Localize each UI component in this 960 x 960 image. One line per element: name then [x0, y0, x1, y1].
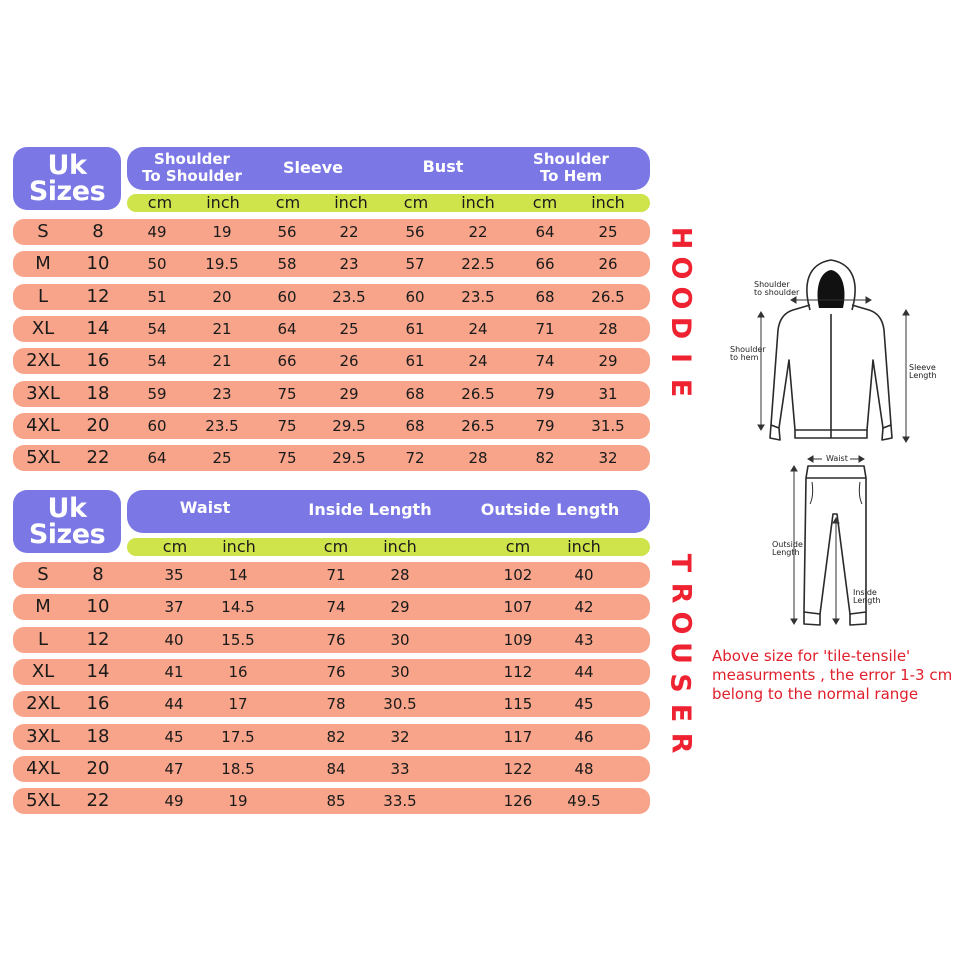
- header-outside-length: Outside Length: [480, 500, 620, 519]
- note-line: belong to the normal range: [712, 685, 919, 703]
- section-letter: T: [664, 553, 696, 573]
- measure-cell: 37: [164, 598, 184, 617]
- measure-cell: 25: [339, 319, 359, 338]
- unit-label: cm: [505, 537, 531, 556]
- measure-cell: 109: [503, 630, 533, 649]
- trouser-unit-bar: [127, 538, 650, 556]
- measure-cell: 82: [326, 727, 346, 746]
- label-shoulder-to-shoulder: Shoulder to shoulder: [754, 280, 800, 297]
- unit-label: cm: [162, 537, 188, 556]
- measure-cell: 22: [468, 223, 488, 241]
- header-bust: Bust: [422, 157, 464, 176]
- measure-cell: 42: [574, 598, 594, 617]
- section-letter: E: [664, 378, 696, 398]
- measure-cell: 14.5: [221, 598, 255, 617]
- measure-cell: 18.5: [221, 759, 255, 778]
- measure-cell: 60: [277, 287, 297, 306]
- measure-cell: 47: [164, 759, 184, 778]
- measure-cell: 71: [326, 566, 346, 584]
- uk-size: 8: [92, 564, 104, 585]
- measure-cell: 59: [147, 384, 167, 403]
- measure-cell: 29.5: [332, 449, 366, 468]
- uk-size: 14: [86, 317, 110, 339]
- measure-cell: 43: [574, 630, 594, 649]
- measure-cell: 107: [503, 598, 533, 617]
- uk-size: 16: [86, 350, 110, 372]
- table-row: [13, 594, 650, 620]
- table-row: [13, 724, 650, 750]
- size-badge-line-2: Sizes: [28, 518, 106, 550]
- size-label: 3XL: [26, 382, 60, 404]
- measure-cell: 46: [574, 727, 594, 746]
- measure-cell: 54: [147, 319, 167, 338]
- table-row: [13, 756, 650, 782]
- measure-cell: 40: [164, 630, 184, 649]
- size-label: L: [37, 628, 49, 650]
- uk-size: 8: [92, 221, 104, 242]
- measure-cell: 76: [326, 630, 346, 649]
- measure-cell: 17.5: [221, 727, 255, 746]
- header-shoulder-to-shoulder: Shoulder To Shoulder: [142, 150, 242, 185]
- table-row: [13, 219, 650, 245]
- size-badge-line-1: Uk: [47, 492, 87, 524]
- size-label: M: [35, 253, 51, 275]
- uk-size: 12: [86, 285, 110, 307]
- uk-size: 14: [86, 660, 110, 682]
- unit-label: cm: [532, 193, 558, 212]
- size-badge-line-1: Uk: [47, 149, 87, 181]
- measure-cell: 74: [326, 598, 346, 617]
- label-waist: Waist: [826, 454, 848, 463]
- measure-cell: 23.5: [461, 287, 495, 306]
- measure-cell: 74: [535, 352, 555, 371]
- measure-cell: 85: [326, 792, 346, 811]
- section-letter: S: [664, 673, 696, 693]
- measure-cell: 68: [535, 287, 555, 306]
- header-waist: Waist: [179, 498, 231, 517]
- measure-cell: 75: [277, 384, 297, 403]
- section-letter: E: [664, 703, 696, 723]
- table-row: [13, 348, 650, 374]
- measure-cell: 19: [212, 223, 232, 241]
- measure-cell: 26: [598, 255, 618, 274]
- measure-cell: 26.5: [461, 384, 495, 403]
- size-label: 4XL: [26, 757, 60, 779]
- size-badge-line-2: Sizes: [28, 175, 106, 207]
- measure-cell: 78: [326, 695, 346, 714]
- unit-label: cm: [403, 193, 429, 212]
- measure-cell: 56: [277, 223, 297, 241]
- uk-size: 12: [86, 628, 110, 650]
- measure-cell: 30: [390, 630, 410, 649]
- size-label: 4XL: [26, 414, 60, 436]
- note-line: measurments , the error 1-3 cm: [712, 666, 953, 684]
- uk-size: 10: [86, 596, 110, 618]
- measure-cell: 72: [405, 449, 425, 468]
- table-row: [13, 562, 650, 588]
- measure-cell: 48: [574, 759, 594, 778]
- measure-cell: 29: [598, 352, 618, 371]
- measure-cell: 22.5: [461, 255, 495, 274]
- unit-label: inch: [222, 537, 256, 556]
- measure-cell: 33: [390, 759, 410, 778]
- measure-cell: 25: [212, 449, 232, 468]
- measure-cell: 60: [405, 287, 425, 306]
- measure-cell: 28: [598, 319, 618, 338]
- measure-cell: 71: [535, 319, 555, 338]
- measure-cell: 30.5: [383, 695, 417, 714]
- measure-cell: 26: [339, 352, 359, 371]
- measure-cell: 58: [277, 255, 297, 274]
- measure-cell: 31.5: [591, 416, 625, 435]
- measure-cell: 23: [212, 384, 232, 403]
- measure-cell: 16: [228, 662, 248, 681]
- measure-cell: 76: [326, 662, 346, 681]
- table-row: [13, 413, 650, 439]
- section-letter: D: [664, 316, 696, 340]
- size-label: XL: [31, 660, 55, 682]
- size-label: M: [35, 596, 51, 618]
- label-sleeve-length: Sleeve Length: [909, 363, 937, 380]
- measure-cell: 75: [277, 449, 297, 468]
- measure-cell: 26.5: [461, 416, 495, 435]
- measure-cell: 122: [503, 759, 533, 778]
- size-label: 5XL: [26, 790, 60, 812]
- measure-cell: 66: [535, 255, 555, 274]
- measure-cell: 45: [164, 727, 184, 746]
- table-row: [13, 691, 650, 717]
- section-letter: R: [664, 732, 696, 754]
- measure-cell: 84: [326, 759, 346, 778]
- measure-cell: 21: [212, 319, 232, 338]
- measure-cell: 49: [147, 223, 167, 241]
- size-label: 5XL: [26, 447, 60, 469]
- measure-cell: 24: [468, 352, 488, 371]
- measure-cell: 23: [339, 255, 359, 274]
- label-shoulder-to-hem: Shoulder to hem: [730, 345, 766, 362]
- section-letter: I: [664, 352, 696, 364]
- measure-cell: 64: [147, 449, 167, 468]
- measure-cell: 49.5: [567, 792, 601, 811]
- measure-cell: 117: [503, 727, 533, 746]
- measure-cell: 19.5: [205, 255, 239, 274]
- uk-size: 20: [86, 757, 110, 779]
- measure-cell: 30: [390, 662, 410, 681]
- table-row: [13, 284, 650, 310]
- uk-size: 10: [86, 253, 110, 275]
- uk-size: 18: [86, 382, 110, 404]
- size-label: L: [37, 285, 49, 307]
- hoodie-size-badge: [13, 147, 121, 210]
- uk-size: 22: [86, 790, 110, 812]
- measure-cell: 56: [405, 223, 425, 241]
- unit-label: cm: [275, 193, 301, 212]
- measure-cell: 64: [535, 223, 555, 241]
- measure-cell: 17: [228, 695, 248, 714]
- label-inside-length: Inside Length: [853, 588, 881, 605]
- measure-cell: 31: [598, 384, 618, 403]
- measure-cell: 19: [228, 792, 248, 811]
- unit-label: inch: [206, 193, 240, 212]
- unit-label: inch: [591, 193, 625, 212]
- measure-cell: 68: [405, 416, 425, 435]
- measure-cell: 61: [405, 319, 425, 338]
- measure-cell: 23.5: [205, 416, 239, 435]
- hoodie-unit-bar: [127, 194, 650, 212]
- measure-cell: 75: [277, 416, 297, 435]
- unit-label: cm: [323, 537, 349, 556]
- measure-cell: 44: [164, 695, 184, 714]
- measure-cell: 29: [390, 598, 410, 617]
- measure-cell: 28: [468, 449, 488, 468]
- measure-cell: 40: [574, 566, 594, 584]
- measure-cell: 79: [535, 384, 555, 403]
- uk-size: 20: [86, 414, 110, 436]
- measure-cell: 25: [598, 223, 618, 241]
- header-sleeve: Sleeve: [283, 158, 343, 177]
- measure-cell: 20: [212, 287, 232, 306]
- measure-cell: 60: [147, 416, 167, 435]
- trouser-size-badge: [13, 490, 121, 553]
- measure-cell: 126: [503, 792, 533, 811]
- section-letter: R: [664, 582, 696, 604]
- measure-cell: 66: [277, 352, 297, 371]
- table-row: [13, 316, 650, 342]
- measure-cell: 82: [535, 449, 555, 468]
- table-row: [13, 659, 650, 685]
- measure-cell: 35: [164, 566, 184, 584]
- size-label: 3XL: [26, 725, 60, 747]
- section-letter: O: [664, 286, 696, 310]
- table-row: [13, 627, 650, 653]
- measure-cell: 24: [468, 319, 488, 338]
- size-label: S: [37, 221, 49, 242]
- size-label: S: [37, 564, 49, 585]
- unit-label: cm: [147, 193, 173, 212]
- measure-cell: 112: [503, 662, 533, 681]
- measure-cell: 26.5: [591, 287, 625, 306]
- header-shoulder-to-hem: Shoulder To Hem: [533, 150, 609, 185]
- measure-cell: 29.5: [332, 416, 366, 435]
- measure-cell: 49: [164, 792, 184, 811]
- measure-cell: 44: [574, 662, 594, 681]
- measure-cell: 45: [574, 695, 594, 714]
- measure-cell: 33.5: [383, 792, 417, 811]
- uk-size: 18: [86, 725, 110, 747]
- measure-cell: 102: [503, 566, 533, 584]
- measure-cell: 54: [147, 352, 167, 371]
- table-row: [13, 381, 650, 407]
- measure-cell: 68: [405, 384, 425, 403]
- trouser-section-label: [660, 548, 700, 758]
- table-row: [13, 788, 650, 814]
- unit-label: inch: [461, 193, 495, 212]
- size-label: 2XL: [26, 350, 60, 372]
- section-letter: O: [664, 611, 696, 635]
- size-label: 2XL: [26, 693, 60, 715]
- measure-cell: 115: [503, 695, 533, 714]
- measure-cell: 23.5: [332, 287, 366, 306]
- label-outside-length: Outside Length: [772, 540, 803, 557]
- measure-cell: 29: [339, 384, 359, 403]
- table-row: [13, 445, 650, 471]
- trouser-header-bar: [127, 490, 650, 533]
- hoodie-section-label: [660, 223, 700, 403]
- uk-size: 16: [86, 693, 110, 715]
- header-inside-length: Inside Length: [308, 500, 432, 519]
- section-letter: O: [664, 256, 696, 280]
- measure-cell: 51: [147, 287, 167, 306]
- section-letter: H: [664, 226, 696, 250]
- unit-label: inch: [567, 537, 601, 556]
- measure-cell: 15.5: [221, 630, 255, 649]
- unit-label: inch: [334, 193, 368, 212]
- measure-cell: 79: [535, 416, 555, 435]
- measure-cell: 14: [228, 566, 248, 584]
- measure-cell: 32: [598, 449, 618, 468]
- measure-cell: 22: [339, 223, 359, 241]
- size-label: XL: [31, 317, 55, 339]
- hoodie-header-bar: [127, 147, 650, 190]
- measure-cell: 50: [147, 255, 167, 274]
- measure-cell: 32: [390, 727, 410, 746]
- measure-cell: 21: [212, 352, 232, 371]
- measure-cell: 41: [164, 662, 184, 681]
- note-line: Above size for 'tile-tensile': [712, 647, 911, 665]
- table-row: [13, 251, 650, 277]
- measure-cell: 64: [277, 319, 297, 338]
- uk-size: 22: [86, 447, 110, 469]
- measure-cell: 61: [405, 352, 425, 371]
- measure-cell: 28: [390, 566, 410, 584]
- section-letter: U: [665, 642, 696, 664]
- unit-label: inch: [383, 537, 417, 556]
- measure-cell: 57: [405, 255, 425, 274]
- measurement-note: [712, 647, 952, 704]
